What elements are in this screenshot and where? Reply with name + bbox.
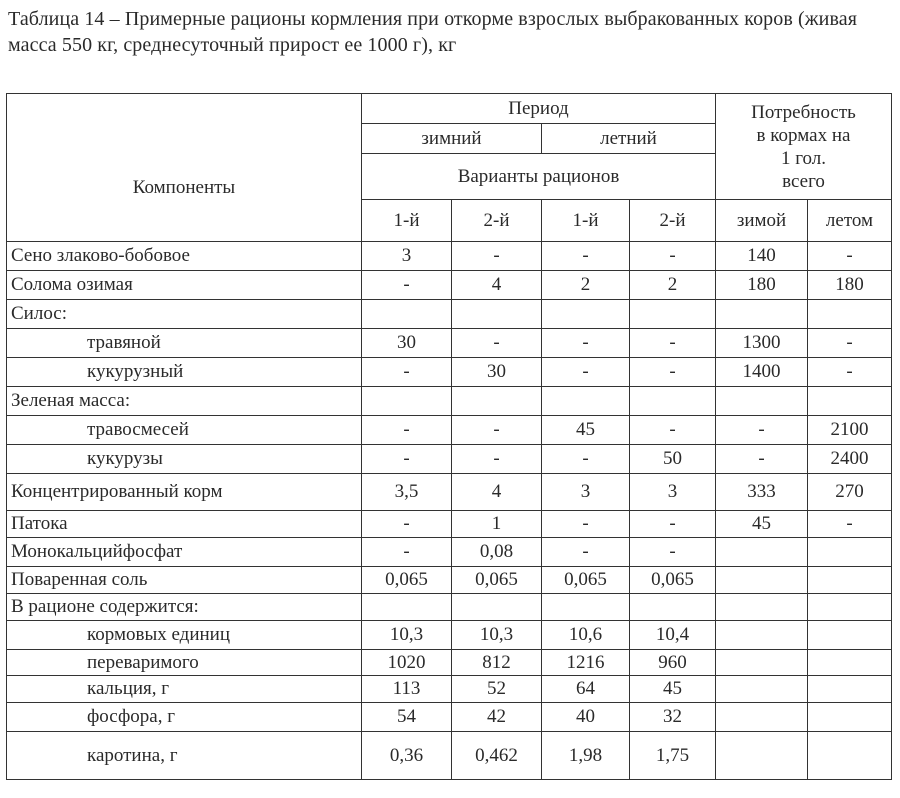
table-cell: 4 xyxy=(452,474,542,511)
row-label: Поваренная соль xyxy=(7,567,362,594)
need-header-line4: всего xyxy=(782,170,825,192)
table-cell xyxy=(716,594,808,621)
table-cell: 2 xyxy=(542,271,630,300)
row-label: переваримого xyxy=(7,650,362,676)
table-row xyxy=(7,732,892,780)
table-row xyxy=(7,445,892,474)
table-cell: - xyxy=(542,511,630,538)
table-cell xyxy=(716,732,808,780)
table-cell: - xyxy=(452,329,542,358)
table-cell: 10,3 xyxy=(452,621,542,650)
table-cell: 52 xyxy=(452,676,542,703)
table-cell xyxy=(808,650,892,676)
table-cell: - xyxy=(362,271,452,300)
table-cell: 1 xyxy=(452,511,542,538)
table-cell xyxy=(630,300,716,329)
table-cell: 45 xyxy=(716,511,808,538)
table-cell: 30 xyxy=(362,329,452,358)
row-label: кукурузный xyxy=(7,358,362,387)
variant-header: 2-й xyxy=(630,200,716,242)
table-cell xyxy=(808,676,892,703)
row-label: Силос: xyxy=(7,300,362,329)
table-cell: 180 xyxy=(808,271,892,300)
table-cell: 32 xyxy=(630,703,716,732)
components-header: Компоненты xyxy=(7,94,362,242)
table-cell: - xyxy=(362,358,452,387)
table-cell: 2400 xyxy=(808,445,892,474)
row-label: Патока xyxy=(7,511,362,538)
table-cell: 1216 xyxy=(542,650,630,676)
table-cell xyxy=(542,387,630,416)
table-caption: Таблица 14 – Примерные рационы кормления при откорме взрослых выбракованных коров (живая масса 550 кг, среднесуточный прирост ее 1000 г), кг xyxy=(8,8,858,56)
table-cell: - xyxy=(808,358,892,387)
variant-header: 1-й xyxy=(362,200,452,242)
table-cell: - xyxy=(542,358,630,387)
table-cell xyxy=(808,621,892,650)
table-cell xyxy=(716,621,808,650)
table-cell: 42 xyxy=(452,703,542,732)
table-cell xyxy=(808,567,892,594)
table-cell xyxy=(362,594,452,621)
row-label: травосмесей xyxy=(7,416,362,445)
table-cell xyxy=(716,538,808,567)
table-cell xyxy=(808,732,892,780)
row-label: кукурузы xyxy=(7,445,362,474)
need-header-line3: 1 гол. xyxy=(780,147,827,169)
table-cell: 1300 xyxy=(716,329,808,358)
table-cell xyxy=(716,676,808,703)
table-cell: - xyxy=(362,445,452,474)
table-cell: 0,065 xyxy=(452,567,542,594)
row-label: каротина, г xyxy=(7,732,362,780)
table-cell: 0,462 xyxy=(452,732,542,780)
table-row xyxy=(7,511,892,538)
table-cell: 10,3 xyxy=(362,621,452,650)
header-row-1 xyxy=(7,94,892,124)
table-cell: 333 xyxy=(716,474,808,511)
table-cell: - xyxy=(542,538,630,567)
table-cell: 30 xyxy=(452,358,542,387)
table-cell xyxy=(542,300,630,329)
table-cell: - xyxy=(808,329,892,358)
table-cell: - xyxy=(630,358,716,387)
table-cell: 10,4 xyxy=(630,621,716,650)
table-cell: 180 xyxy=(716,271,808,300)
need-winter-header: зимой xyxy=(716,200,808,242)
need-header xyxy=(716,94,892,200)
table-cell xyxy=(630,594,716,621)
table-cell: 140 xyxy=(716,242,808,271)
table-cell: 3 xyxy=(362,242,452,271)
table-cell xyxy=(716,567,808,594)
table-cell: 45 xyxy=(542,416,630,445)
table-row xyxy=(7,594,892,621)
table-cell xyxy=(808,387,892,416)
table-cell: 3,5 xyxy=(362,474,452,511)
table-row xyxy=(7,621,892,650)
table-cell: 0,36 xyxy=(362,732,452,780)
table-cell: 50 xyxy=(630,445,716,474)
table-row xyxy=(7,358,892,387)
table-cell: 64 xyxy=(542,676,630,703)
table-row xyxy=(7,416,892,445)
row-label: Сено злаково-бобовое xyxy=(7,242,362,271)
row-label: Монокальцийфосфат xyxy=(7,538,362,567)
winter-header: зимний xyxy=(362,124,542,154)
table-cell: - xyxy=(630,511,716,538)
need-summer-header: летом xyxy=(808,200,892,242)
table-cell: - xyxy=(808,511,892,538)
table-cell: 2100 xyxy=(808,416,892,445)
table-cell: - xyxy=(452,416,542,445)
table-cell xyxy=(542,594,630,621)
table-cell: 40 xyxy=(542,703,630,732)
table-cell: 0,08 xyxy=(452,538,542,567)
table-cell: - xyxy=(630,416,716,445)
table-row xyxy=(7,387,892,416)
table-row xyxy=(7,300,892,329)
table-cell: - xyxy=(362,511,452,538)
table-cell xyxy=(808,594,892,621)
table-cell xyxy=(452,300,542,329)
table-cell: 1400 xyxy=(716,358,808,387)
row-label: В рационе содержится: xyxy=(7,594,362,621)
table-cell: 812 xyxy=(452,650,542,676)
table-cell: 1020 xyxy=(362,650,452,676)
table-cell: 0,065 xyxy=(362,567,452,594)
row-label: кальция, г xyxy=(7,676,362,703)
ration-table xyxy=(6,93,892,780)
table-cell: - xyxy=(716,416,808,445)
row-label: фосфора, г xyxy=(7,703,362,732)
table-row xyxy=(7,676,892,703)
table-cell xyxy=(452,594,542,621)
table-row xyxy=(7,650,892,676)
table-cell: 113 xyxy=(362,676,452,703)
table-cell: - xyxy=(542,329,630,358)
table-cell: 45 xyxy=(630,676,716,703)
table-cell xyxy=(808,538,892,567)
table-cell: 960 xyxy=(630,650,716,676)
table-cell: 10,6 xyxy=(542,621,630,650)
table-cell: 0,065 xyxy=(630,567,716,594)
table-cell: - xyxy=(542,242,630,271)
row-label: Солома озимая xyxy=(7,271,362,300)
table-cell xyxy=(362,300,452,329)
table-cell: 0,065 xyxy=(542,567,630,594)
table-cell xyxy=(362,387,452,416)
table-cell: 2 xyxy=(630,271,716,300)
variants-header: Варианты рационов xyxy=(362,154,716,200)
row-label: Концентрированный корм xyxy=(7,474,362,511)
table-cell xyxy=(716,650,808,676)
table-cell xyxy=(630,387,716,416)
table-row xyxy=(7,703,892,732)
table-cell: - xyxy=(452,445,542,474)
table-cell: 1,75 xyxy=(630,732,716,780)
table-row xyxy=(7,567,892,594)
need-header-line1: Потребность xyxy=(751,101,856,123)
table-cell: - xyxy=(630,242,716,271)
table-cell: - xyxy=(630,329,716,358)
table-cell xyxy=(808,300,892,329)
table-cell: - xyxy=(808,242,892,271)
table-cell: 3 xyxy=(542,474,630,511)
table-cell xyxy=(452,387,542,416)
table-row xyxy=(7,271,892,300)
table-cell xyxy=(716,387,808,416)
table-row xyxy=(7,242,892,271)
table-cell xyxy=(716,703,808,732)
table-cell: - xyxy=(542,445,630,474)
table-row xyxy=(7,329,892,358)
table-cell xyxy=(716,300,808,329)
row-label: травяной xyxy=(7,329,362,358)
table-row xyxy=(7,538,892,567)
variant-header: 1-й xyxy=(542,200,630,242)
table-cell: - xyxy=(362,416,452,445)
table-cell: - xyxy=(362,538,452,567)
period-header: Период xyxy=(362,94,716,124)
table-cell: - xyxy=(630,538,716,567)
row-label: кормовых единиц xyxy=(7,621,362,650)
table-cell: - xyxy=(716,445,808,474)
table-cell: 270 xyxy=(808,474,892,511)
table-row xyxy=(7,474,892,511)
table-cell xyxy=(808,703,892,732)
table-cell: 54 xyxy=(362,703,452,732)
table-cell: - xyxy=(452,242,542,271)
need-header-line2: в кормах на xyxy=(756,124,851,146)
variant-header: 2-й xyxy=(452,200,542,242)
table-cell: 3 xyxy=(630,474,716,511)
table-cell: 4 xyxy=(452,271,542,300)
summer-header: летний xyxy=(542,124,716,154)
row-label: Зеленая масса: xyxy=(7,387,362,416)
table-cell: 1,98 xyxy=(542,732,630,780)
